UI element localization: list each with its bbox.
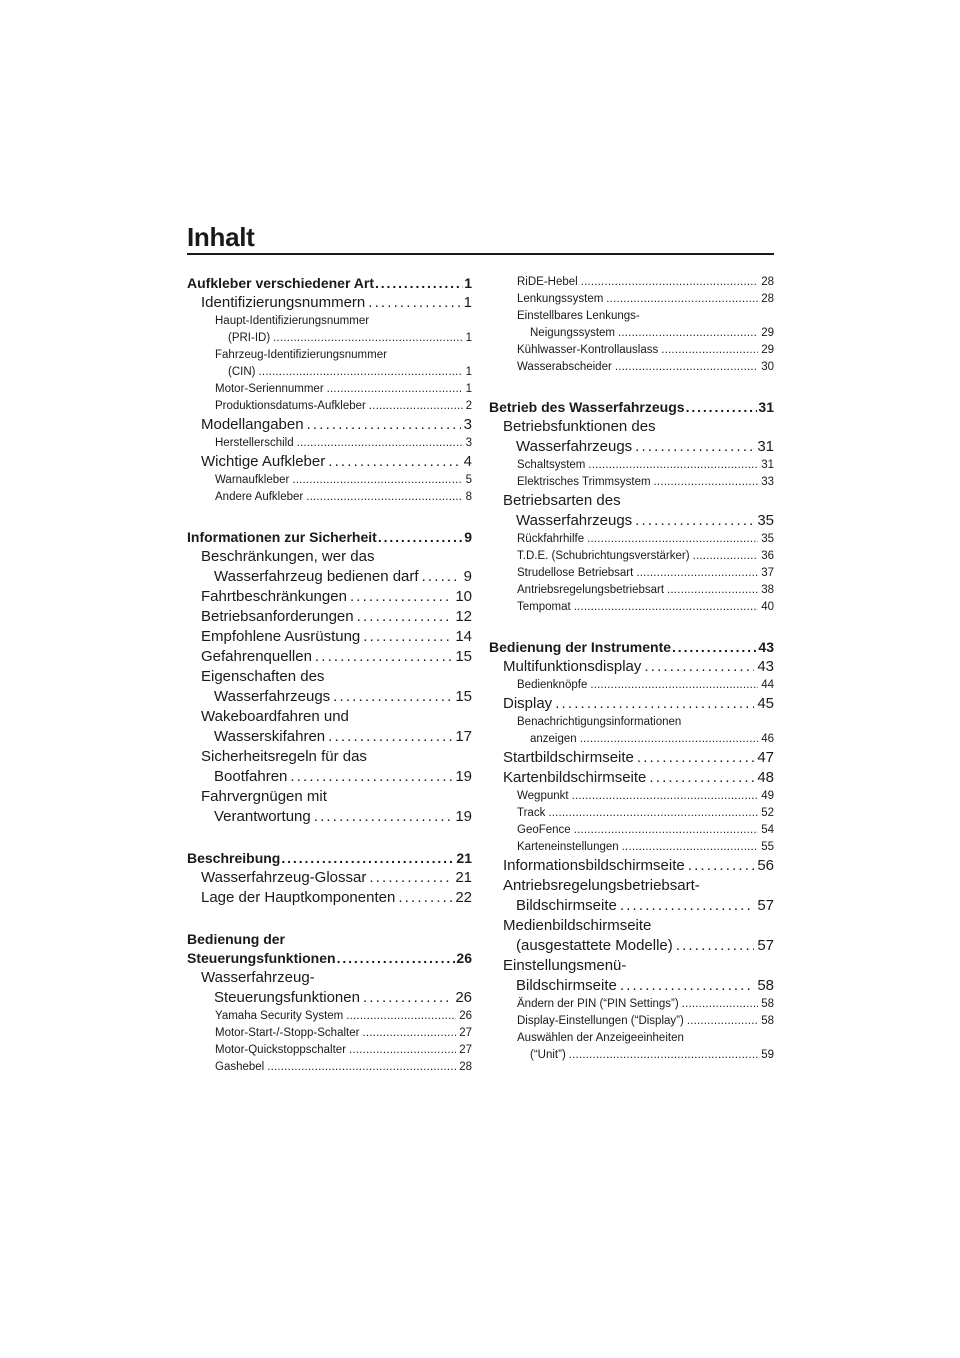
toc-page-number: 31 bbox=[761, 459, 774, 471]
toc-leader-dots bbox=[682, 996, 759, 1013]
toc-entry-text: (CIN) bbox=[228, 366, 256, 378]
toc-entry[interactable] bbox=[489, 996, 774, 1013]
toc-entry-text: Fahrzeug-Identifizierungsnummer bbox=[215, 349, 387, 361]
toc-page-number: 1 bbox=[465, 332, 472, 344]
toc-leader-dots bbox=[327, 381, 463, 398]
toc-page-number: 38 bbox=[761, 584, 774, 596]
toc-leader-dots bbox=[369, 868, 452, 888]
toc-leader-dots bbox=[281, 849, 455, 868]
toc-leader-dots bbox=[328, 452, 460, 472]
toc-leader-dots bbox=[620, 896, 754, 916]
toc-entry[interactable] bbox=[187, 868, 472, 888]
toc-page-number: 58 bbox=[761, 1015, 774, 1027]
toc-page-number: 1 bbox=[465, 366, 472, 378]
toc-leader-dots bbox=[590, 677, 758, 694]
toc-leader-dots bbox=[422, 567, 461, 587]
toc-entry-text: Schaltsystem bbox=[517, 459, 586, 471]
toc-leader-dots bbox=[587, 531, 758, 548]
toc-leader-dots bbox=[346, 1008, 456, 1025]
toc-page-number: 1 bbox=[464, 275, 472, 291]
toc-entry-text: Beschreibung bbox=[187, 850, 281, 866]
toc-entry[interactable] bbox=[489, 856, 774, 876]
toc-entry[interactable] bbox=[489, 788, 774, 805]
toc-leader-dots bbox=[618, 325, 758, 342]
toc-leader-dots bbox=[572, 788, 759, 805]
toc-entry-text: Startbildschirmseite bbox=[503, 749, 634, 766]
toc-entry[interactable] bbox=[489, 274, 774, 291]
toc-entry[interactable] bbox=[187, 1042, 472, 1059]
toc-page-number: 1 bbox=[465, 383, 472, 395]
toc-entry-text: Bootfahren bbox=[214, 768, 288, 785]
toc-page-number: 28 bbox=[761, 293, 774, 305]
toc-entry-text: GeoFence bbox=[517, 824, 571, 836]
toc-leader-dots bbox=[362, 1025, 456, 1042]
toc-leader-dots bbox=[635, 511, 754, 531]
toc-leader-dots bbox=[615, 359, 758, 376]
toc-entry[interactable] bbox=[489, 1030, 774, 1064]
toc-page-number: 4 bbox=[463, 453, 472, 470]
toc-entry[interactable] bbox=[489, 1013, 774, 1030]
toc-entry-text: Karteneinstellungen bbox=[517, 841, 619, 853]
toc-entry-text: Wasserfahrzeugs bbox=[516, 438, 633, 455]
toc-page-number: 21 bbox=[455, 869, 472, 886]
toc-entry-text: Betriebsarten des bbox=[503, 492, 621, 509]
toc-page-number: 27 bbox=[459, 1027, 472, 1039]
toc-entry-text: Wasserfahrzeug- bbox=[201, 969, 315, 986]
toc-leader-dots bbox=[375, 274, 463, 293]
toc-leader-dots bbox=[574, 822, 759, 839]
toc-entry-text: Yamaha Security System bbox=[215, 1010, 344, 1022]
toc-entry-text: Informationsbildschirmseite bbox=[503, 857, 685, 874]
toc-leader-dots bbox=[333, 687, 452, 707]
toc-leader-dots bbox=[258, 364, 462, 381]
toc-entry[interactable] bbox=[489, 839, 774, 856]
toc-page-number: 12 bbox=[455, 608, 472, 625]
toc-entry-text: Informationen zur Sicherheit bbox=[187, 529, 377, 545]
toc-page-number: 37 bbox=[761, 567, 774, 579]
toc-entry-text: Andere Aufkleber bbox=[215, 491, 304, 503]
toc-entry[interactable] bbox=[489, 531, 774, 548]
toc-entry[interactable] bbox=[187, 398, 472, 415]
toc-entry-text: Produktionsdatums-Aufkleber bbox=[215, 400, 366, 412]
toc-page-number: 26 bbox=[459, 1010, 472, 1022]
toc-page-number: 29 bbox=[761, 344, 774, 356]
toc-entry-text: Display-Einstellungen (“Display”) bbox=[517, 1015, 684, 1027]
toc-entry[interactable] bbox=[489, 956, 774, 996]
toc-page-number: 55 bbox=[761, 841, 774, 853]
toc-entry-text: Wasserskifahren bbox=[214, 728, 326, 745]
toc-entry[interactable] bbox=[489, 599, 774, 616]
toc-page-number: 47 bbox=[757, 749, 774, 766]
toc-entry[interactable] bbox=[489, 876, 774, 916]
toc-entry[interactable] bbox=[187, 452, 472, 472]
toc-page-number: 15 bbox=[455, 688, 472, 705]
toc-entry[interactable] bbox=[489, 417, 774, 457]
toc-leader-dots bbox=[555, 694, 754, 714]
toc-leader-dots bbox=[368, 293, 460, 313]
toc-entry-text: Strudellose Betriebsart bbox=[517, 567, 634, 579]
toc-entry[interactable] bbox=[187, 435, 472, 452]
toc-leader-dots bbox=[369, 398, 463, 415]
toc-entry-text: Einstellungsmenü- bbox=[503, 957, 627, 974]
toc-entry[interactable] bbox=[489, 582, 774, 599]
toc-entry-text: Fahrvergnügen mit bbox=[201, 788, 327, 805]
toc-page-number: 5 bbox=[465, 474, 472, 486]
toc-entry-text: Wasserfahrzeugs bbox=[214, 688, 331, 705]
title-rule bbox=[187, 253, 774, 255]
toc-entry-text: Kartenbildschirmseite bbox=[503, 769, 647, 786]
toc-entry-text: Betriebsanforderungen bbox=[201, 608, 354, 625]
toc-leader-dots bbox=[398, 888, 452, 908]
toc-page-number: 17 bbox=[455, 728, 472, 745]
toc-entry-text: Display bbox=[503, 695, 553, 712]
toc-leader-dots bbox=[580, 731, 759, 748]
toc-page-number: 48 bbox=[757, 769, 774, 786]
toc-column-left bbox=[187, 274, 472, 1076]
toc-entry-text: Neigungssystem bbox=[530, 327, 616, 339]
toc-entry[interactable] bbox=[489, 474, 774, 491]
toc-page-number: 35 bbox=[761, 533, 774, 545]
toc-page-number: 3 bbox=[463, 416, 472, 433]
toc-entry-text: Bildschirmseite bbox=[516, 897, 617, 914]
toc-entry[interactable] bbox=[187, 849, 472, 868]
toc-page-number: 52 bbox=[761, 807, 774, 819]
toc-page-number: 15 bbox=[455, 648, 472, 665]
toc-page-number: 27 bbox=[459, 1044, 472, 1056]
toc-entry[interactable] bbox=[187, 627, 472, 647]
toc-entry-text: Identifizierungsnummern bbox=[201, 294, 366, 311]
toc-entry[interactable] bbox=[489, 657, 774, 677]
toc-entry-text: Betrieb des Wasserfahrzeugs bbox=[489, 399, 685, 415]
toc-page-number: 56 bbox=[757, 857, 774, 874]
toc-page-number: 1 bbox=[463, 294, 472, 311]
toc-entry[interactable] bbox=[489, 822, 774, 839]
toc-entry-text: Tempomat bbox=[517, 601, 571, 613]
toc-leader-dots bbox=[686, 398, 758, 417]
toc-entry[interactable] bbox=[187, 930, 472, 968]
toc-entry[interactable] bbox=[489, 457, 774, 474]
toc-entry-text: Herstellerschild bbox=[215, 437, 294, 449]
toc-entry-text: RiDE-Hebel bbox=[517, 276, 578, 288]
toc-entry-text: Lenkungssystem bbox=[517, 293, 604, 305]
toc-entry-text: Wegpunkt bbox=[517, 790, 569, 802]
toc-entry-text: Gashebel bbox=[215, 1061, 265, 1073]
toc-leader-dots bbox=[548, 805, 758, 822]
toc-leader-dots bbox=[328, 727, 452, 747]
toc-entry-text: Ändern der PIN (“PIN Settings”) bbox=[517, 998, 679, 1010]
toc-entry-text: (PRI-ID) bbox=[228, 332, 271, 344]
toc-entry[interactable] bbox=[489, 291, 774, 308]
toc-leader-dots bbox=[637, 748, 754, 768]
toc-entry-text: Medienbildschirmseite bbox=[503, 917, 652, 934]
toc-entry-text: Bedienung der bbox=[187, 931, 286, 947]
toc-page-number: 30 bbox=[761, 361, 774, 373]
toc-page-number: 49 bbox=[761, 790, 774, 802]
toc-page-number: 8 bbox=[465, 491, 472, 503]
toc-entry-text: Rückfahrhilfe bbox=[517, 533, 585, 545]
toc-page-number: 28 bbox=[459, 1061, 472, 1073]
toc-entry[interactable] bbox=[187, 415, 472, 435]
toc-page-number: 40 bbox=[761, 601, 774, 613]
toc-page-number: 58 bbox=[761, 998, 774, 1010]
toc-leader-dots bbox=[644, 657, 754, 677]
toc-entry-text: Bedienung der Instrumente bbox=[489, 639, 672, 655]
toc-leader-dots bbox=[273, 330, 462, 347]
toc-entry[interactable] bbox=[187, 647, 472, 667]
toc-leader-dots bbox=[661, 342, 758, 359]
toc-page-number: 35 bbox=[757, 512, 774, 529]
toc-entry[interactable] bbox=[187, 528, 472, 547]
toc-page-number: 26 bbox=[455, 989, 472, 1006]
toc-page-number: 58 bbox=[757, 977, 774, 994]
toc-entry-text: Aufkleber verschiedener Art bbox=[187, 275, 374, 291]
toc-entry-text: Warnaufkleber bbox=[215, 474, 290, 486]
toc-page-number: 9 bbox=[464, 529, 472, 545]
toc-entry-text: Wasserfahrzeugs bbox=[516, 512, 633, 529]
toc-leader-dots bbox=[297, 435, 463, 452]
toc-leader-dots bbox=[349, 1042, 456, 1059]
toc-leader-dots bbox=[676, 936, 755, 956]
toc-entry[interactable] bbox=[187, 347, 472, 381]
toc-entry[interactable] bbox=[489, 714, 774, 748]
toc-page-number: 59 bbox=[761, 1049, 774, 1061]
toc-leader-dots bbox=[635, 437, 754, 457]
toc-entry[interactable] bbox=[489, 748, 774, 768]
toc-leader-dots bbox=[290, 767, 452, 787]
toc-entry-text: Eigenschaften des bbox=[201, 668, 325, 685]
toc-entry[interactable] bbox=[187, 293, 472, 313]
toc-page-number: 57 bbox=[757, 937, 774, 954]
toc-entry[interactable] bbox=[187, 607, 472, 627]
toc-page-number: 36 bbox=[761, 550, 774, 562]
toc-page-number: 2 bbox=[465, 400, 472, 412]
toc-entry-text: Wasserfahrzeug bedienen darf bbox=[214, 568, 419, 585]
toc-entry-text: Auswählen der Anzeigeeinheiten bbox=[517, 1032, 684, 1044]
toc-leader-dots bbox=[363, 988, 452, 1008]
toc-entry[interactable] bbox=[187, 787, 472, 827]
toc-entry[interactable] bbox=[489, 342, 774, 359]
toc-leader-dots bbox=[574, 599, 759, 616]
toc-leader-dots bbox=[622, 839, 759, 856]
page-title: Inhalt bbox=[187, 222, 255, 252]
toc-leader-dots bbox=[357, 607, 453, 627]
toc-leader-dots bbox=[363, 627, 452, 647]
toc-page-number: 19 bbox=[455, 808, 472, 825]
toc-page-number: 33 bbox=[761, 476, 774, 488]
toc-page-number: 14 bbox=[455, 628, 472, 645]
toc-page-number: 29 bbox=[761, 327, 774, 339]
toc-page-number: 45 bbox=[757, 695, 774, 712]
toc-entry-text: Fahrtbeschränkungen bbox=[201, 588, 347, 605]
toc-page-number: 10 bbox=[455, 588, 472, 605]
toc-entry-text: T.D.E. (Schubrichtungsverstärker) bbox=[517, 550, 690, 562]
toc-entry-text: Steuerungsfunktionen bbox=[214, 989, 360, 1006]
toc-entry[interactable] bbox=[489, 398, 774, 417]
toc-leader-dots bbox=[315, 647, 452, 667]
toc-entry-text: Empfohlene Ausrüstung bbox=[201, 628, 361, 645]
toc-entry[interactable] bbox=[187, 1059, 472, 1076]
toc-leader-dots bbox=[649, 768, 754, 788]
toc-entry[interactable] bbox=[187, 1025, 472, 1042]
toc-entry-text: Gefahrenquellen bbox=[201, 648, 312, 665]
toc-entry-text: Motor-Start-/-Stopp-Schalter bbox=[215, 1027, 360, 1039]
toc-entry[interactable] bbox=[187, 667, 472, 707]
toc-entry[interactable] bbox=[489, 359, 774, 376]
toc-entry-text: (ausgestattete Modelle) bbox=[516, 937, 673, 954]
toc-entry[interactable] bbox=[187, 472, 472, 489]
toc-entry-text: Beschränkungen, wer das bbox=[201, 548, 375, 565]
toc-leader-dots bbox=[693, 548, 759, 565]
toc-entry[interactable] bbox=[489, 491, 774, 531]
toc-entry[interactable] bbox=[187, 888, 472, 908]
toc-entry[interactable] bbox=[187, 274, 472, 293]
toc-entry[interactable] bbox=[489, 308, 774, 342]
toc-entry-text: Motor-Seriennummer bbox=[215, 383, 324, 395]
toc-entry-text: Verantwortung bbox=[214, 808, 311, 825]
toc-entry-text: Antriebsregelungsbetriebsart bbox=[517, 584, 665, 596]
toc-entry-text: Track bbox=[517, 807, 546, 819]
toc-entry-text: Bildschirmseite bbox=[516, 977, 617, 994]
toc-entry-text: Sicherheitsregeln für das bbox=[201, 748, 367, 765]
toc-entry[interactable] bbox=[489, 638, 774, 657]
toc-entry[interactable] bbox=[187, 587, 472, 607]
toc-entry[interactable] bbox=[187, 381, 472, 398]
toc-entry-text: (“Unit”) bbox=[530, 1049, 566, 1061]
toc-entry[interactable] bbox=[187, 968, 472, 1008]
toc-page-number: 21 bbox=[456, 850, 472, 866]
toc-entry[interactable] bbox=[489, 916, 774, 956]
toc-entry-text: Benachrichtigungsinformationen bbox=[517, 716, 682, 728]
toc-entry-text: Betriebsfunktionen des bbox=[503, 418, 656, 435]
toc-entry[interactable] bbox=[489, 677, 774, 694]
toc-entry[interactable] bbox=[489, 694, 774, 714]
toc-leader-dots bbox=[687, 1013, 758, 1030]
toc-entry-text: Wasserabscheider bbox=[517, 361, 612, 373]
toc-leader-dots bbox=[267, 1059, 456, 1076]
toc-entry[interactable] bbox=[489, 805, 774, 822]
toc-page-number: 26 bbox=[456, 950, 472, 966]
toc-entry-text: Kühlwasser-Kontrollauslass bbox=[517, 344, 659, 356]
toc-page-number: 31 bbox=[757, 438, 774, 455]
toc-entry-text: Wichtige Aufkleber bbox=[201, 453, 326, 470]
toc-entry-text: Antriebsregelungsbetriebsart- bbox=[503, 877, 700, 894]
toc-leader-dots bbox=[581, 274, 758, 291]
toc-leader-dots bbox=[620, 976, 754, 996]
toc-page-number: 22 bbox=[455, 889, 472, 906]
toc-entry-text: Lage der Hauptkomponenten bbox=[201, 889, 396, 906]
toc-leader-dots bbox=[569, 1047, 758, 1064]
toc-leader-dots bbox=[314, 807, 453, 827]
toc-leader-dots bbox=[307, 415, 461, 435]
toc-entry-text: Multifunktionsdisplay bbox=[503, 658, 642, 675]
toc-entry[interactable] bbox=[187, 489, 472, 506]
toc-entry[interactable] bbox=[489, 565, 774, 582]
toc-entry[interactable] bbox=[187, 747, 472, 787]
toc-leader-dots bbox=[654, 474, 759, 491]
toc-entry-text: Einstellbares Lenkungs- bbox=[517, 310, 640, 322]
toc-leader-dots bbox=[292, 472, 462, 489]
toc-page-number: 28 bbox=[761, 276, 774, 288]
toc-entry-text: Modellangaben bbox=[201, 416, 304, 433]
toc-entry[interactable] bbox=[489, 548, 774, 565]
toc-entry-text: anzeigen bbox=[530, 733, 577, 745]
toc-page-number: 44 bbox=[761, 679, 774, 691]
toc-entry[interactable] bbox=[187, 707, 472, 747]
toc-leader-dots bbox=[688, 856, 755, 876]
toc-entry[interactable] bbox=[489, 768, 774, 788]
toc-entry[interactable] bbox=[187, 1008, 472, 1025]
toc-entry-text: Motor-Quickstoppschalter bbox=[215, 1044, 347, 1056]
toc-leader-dots bbox=[672, 638, 757, 657]
toc-page-number: 9 bbox=[463, 568, 472, 585]
toc-page-number: 43 bbox=[757, 658, 774, 675]
toc-leader-dots bbox=[606, 291, 758, 308]
toc-page-number: 3 bbox=[465, 437, 472, 449]
toc-entry-text: Wakeboardfahren und bbox=[201, 708, 349, 725]
toc-entry-text: Elektrisches Trimmsystem bbox=[517, 476, 651, 488]
toc-entry[interactable] bbox=[187, 313, 472, 347]
toc-leader-dots bbox=[667, 582, 758, 599]
toc-leader-dots bbox=[350, 587, 452, 607]
toc-page-number: 19 bbox=[455, 768, 472, 785]
toc-page-number: 43 bbox=[758, 639, 774, 655]
toc-entry-text: Wasserfahrzeug-Glossar bbox=[201, 869, 367, 886]
toc-entry-text: Bedienknöpfe bbox=[517, 679, 588, 691]
toc-page-number: 54 bbox=[761, 824, 774, 836]
toc-leader-dots bbox=[636, 565, 758, 582]
toc-leader-dots bbox=[588, 457, 758, 474]
toc-page-number: 57 bbox=[757, 897, 774, 914]
toc-entry-text: Steuerungsfunktionen bbox=[187, 950, 336, 966]
toc-leader-dots bbox=[306, 489, 462, 506]
toc-leader-dots bbox=[337, 949, 456, 968]
toc-page-number: 46 bbox=[761, 733, 774, 745]
toc-column-right bbox=[489, 274, 774, 1064]
toc-page-number: 31 bbox=[758, 399, 774, 415]
toc-entry[interactable] bbox=[187, 547, 472, 587]
toc-entry-text: Haupt-Identifizierungsnummer bbox=[215, 315, 370, 327]
toc-leader-dots bbox=[378, 528, 463, 547]
